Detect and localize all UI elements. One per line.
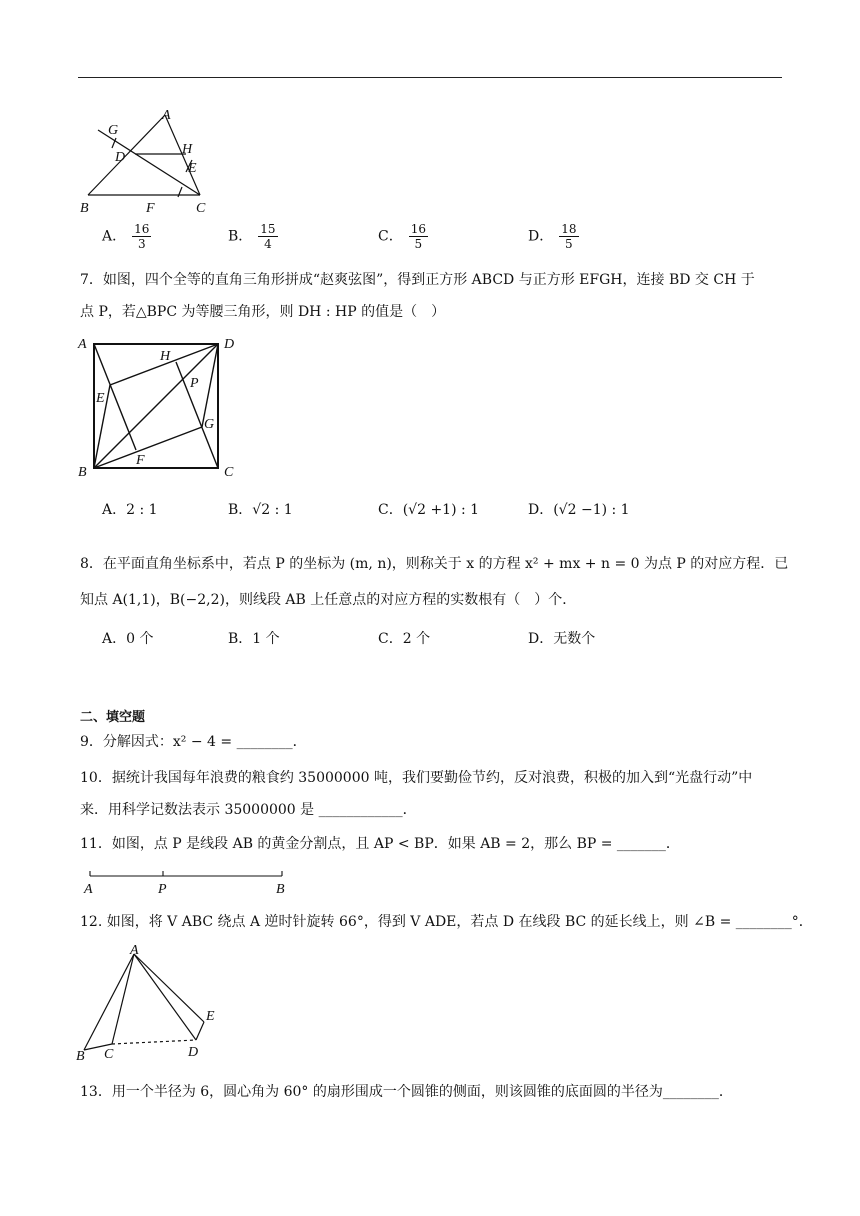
q12-label-e: E [206,1009,215,1024]
q7-label-p: P [190,376,199,391]
q12-label-b: B [76,1049,85,1064]
q6-option-b: B． $\frac{15}{4}$ [228,222,276,251]
section-title-fill-blank: 二、填空题 [80,710,146,725]
q12-label-a: A [130,943,139,958]
q6-label-g: G [108,123,119,138]
q7-label-b: B [78,465,87,480]
q6-figure [78,102,218,220]
q7-label-g: G [204,417,215,432]
q6-option-a: A． $\frac{16}{3}$ [102,222,150,251]
q6-option-c: C． $\frac{16}{5}$ [378,222,426,251]
q7-label-f: F [136,453,145,468]
q11-text: 11．如图，点 P 是线段 AB 的黄金分割点，且 AP < BP．如果 AB = 2，那么 BP = _______． [80,836,680,852]
q11-label-b: B [276,882,285,896]
q6-label-a: A [162,108,171,123]
q8-option-b: B．1 个 [228,631,280,647]
q8-option-c: C．2 个 [378,631,431,647]
q8-option-a: A．0 个 [102,631,154,647]
q7-label-d: D [224,337,235,352]
q10-line-1: 10．据统计我国每年浪费的粮食约 35000000 吨，我们要勤俭节约，反对浪费，积极的加入到“光盘行动”中 [80,770,753,786]
q10-line-2: 来．用科学记数法表示 35000000 是 ____________． [80,802,417,818]
q8-option-d: D．无数个 [528,631,596,647]
q13-text: 13．用一个半径为 6，圆心角为 60° 的扇形围成一个圆锥的侧面，则该圆锥的底面圆的半径为________． [80,1084,733,1100]
q6-label-h: H [182,142,193,157]
q9-text: 9．分解因式：x² − 4 = ________． [80,734,307,750]
q7-option-b: B．√2 : 1 [228,502,293,518]
q7-line-1: 7．如图，四个全等的直角三角形拼成“赵爽弦图”，得到正方形 ABCD 与正方形 EFGH，连接 BD 交 CH 于 [80,272,755,288]
q11-segment-figure [78,866,298,896]
q7-line-2: 点 P，若△BPC 为等腰三角形，则 DH : HP 的值是（ ） [80,304,446,320]
q6-label-d: D [115,150,126,165]
q6-label-f: F [146,201,155,216]
q7-figure [74,332,244,482]
q8-line-1: 8．在平面直角坐标系中，若点 P 的坐标为 (m, n)，则称关于 x 的方程 x² + mx + n = 0 为点 P 的对应方程．已 [80,556,789,572]
q12-figure [74,940,234,1066]
q7-label-c: C [224,465,234,480]
q11-label-a: A [84,882,93,896]
q6-label-c: C [196,201,206,216]
q7-option-a: A．2 : 1 [102,502,158,518]
q12-text: 12. 如图，将 V ABC 绕点 A 逆时针旋转 66°，得到 V ADE，若点 D 在线段 BC 的延长线上，则 ∠B = ________°． [80,914,813,930]
q7-label-h: H [160,349,171,364]
q7-label-a: A [78,337,87,352]
q7-option-d: D．(√2 −1) : 1 [528,502,630,518]
q11-label-p: P [158,882,167,896]
q12-label-c: C [104,1047,114,1062]
q6-label-b: B [80,201,89,216]
q6-option-d: D． $\frac{18}{5}$ [528,222,577,251]
q6-label-e: E [188,161,197,176]
header-rule [78,77,782,78]
q12-label-d: D [188,1045,199,1060]
q7-label-e: E [96,391,105,406]
q7-option-c: C．(√2 +1) : 1 [378,502,480,518]
q8-line-2: 知点 A(1,1)，B(−2,2)，则线段 AB 上任意点的对应方程的实数根有（ ）个． [80,592,577,608]
